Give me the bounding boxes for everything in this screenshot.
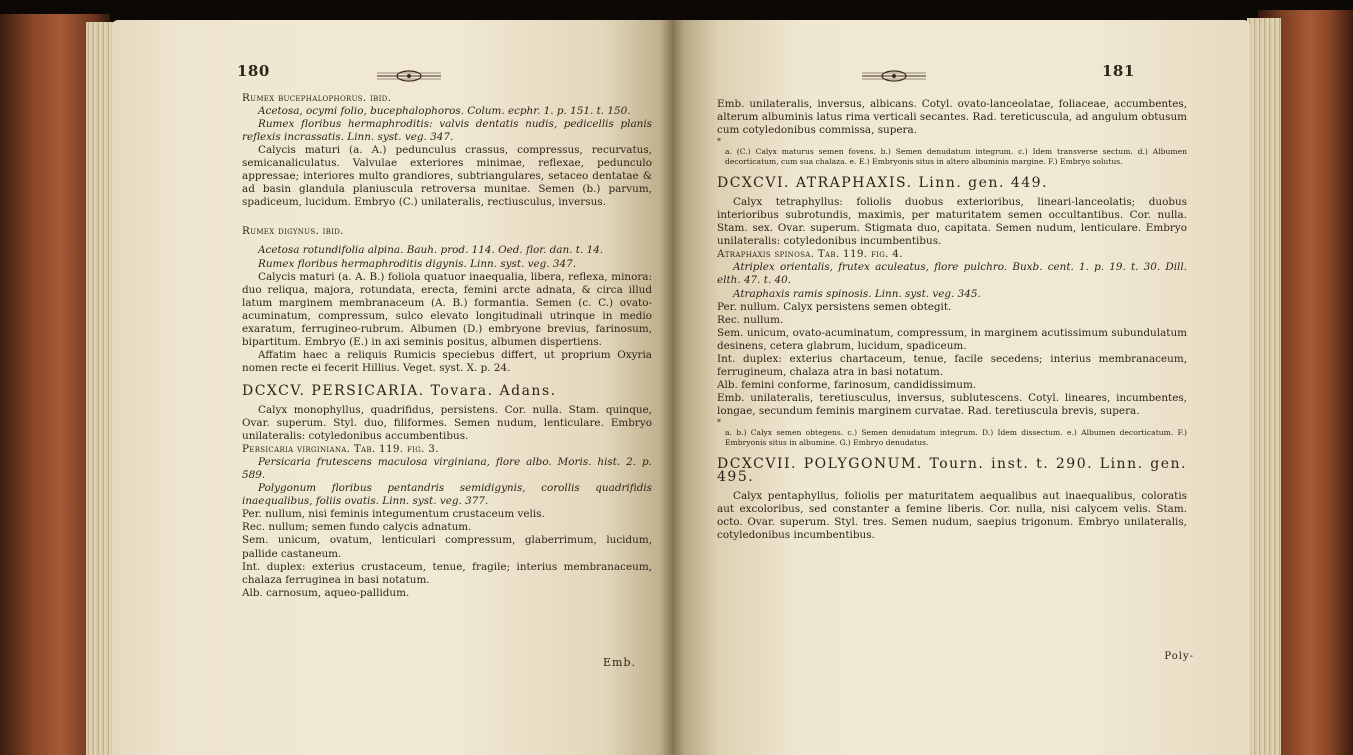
- character-line: Alb. femini conforme, farinosum, candidissimum.: [717, 378, 977, 391]
- left-page-header: [112, 62, 672, 86]
- synonym-line: Rumex floribus hermaphroditis digynis. Linn. syst. veg. 347.: [258, 257, 577, 270]
- genus-description: Calyx monophyllus, quadrifidus, persistens. Cor. nulla. Stam. quinque, Ovar. superum. Styl. duo, filiformes. Semen nudum, lenticulare. Embryo unilateralis: cotyledonibus accumbentibus.: [242, 403, 652, 443]
- character-line: Rec. nullum; semen fundo calycis adnatum.: [242, 521, 472, 534]
- description-paragraph: Calycis maturi (a. A. B.) foliola quatuor inaequalia, libera, reflexa, minora: duo reliqua, majora, rotundata, erecta, femini arcte adnata, & circa illud latum marginem membranaceum (A. B.) formantia. Semen (c. C.) ovato-acuminatum, compressum, sulco elevato longitudinali utrinque in medio exaratum, ferrugineo-rubrum. Albumen (D.) embryone brevius, farinosum, bipartitum. Embryo (E.) in axi seminis positus, albumen dispertiens.: [242, 270, 652, 348]
- genus-heading: DCXCVI. ATRAPHAXIS. Linn. gen. 449.: [717, 175, 1049, 192]
- genus-heading: DCXCV. PERSICARIA. Tovara. Adans.: [242, 382, 557, 399]
- character-line: Per. nullum, nisi feminis integumentum crustaceum velis.: [242, 508, 545, 521]
- book-gutter: [660, 20, 684, 755]
- asterisk-icon: *: [717, 137, 721, 147]
- header-ornament-icon: [862, 70, 926, 82]
- character-line: Rec. nullum.: [717, 313, 784, 326]
- species-heading: Atraphaxis spinosa. Tab. 119. fig. 4.: [717, 248, 903, 261]
- character-line: Emb. unilateralis, teretiusculus, inversus, sublutescens. Cotyl. lineares, incumbentes, longae, secundum feminis marginem curvatae. Rad. teretiuscula brevis, supera.: [717, 391, 1187, 417]
- synonym-line: Atraphaxis ramis spinosis. Linn. syst. veg. 345.: [733, 287, 981, 300]
- left-page-number: 180: [237, 62, 270, 80]
- left-page: [112, 20, 672, 755]
- description-paragraph: Calycis maturi (a. A.) pedunculus crassus, compressus, recurvatus, semicanaliculatus. Valvulae exteriores minimae, reflexae, pedunculo appressae; interiores multo grandiores, subtriangulares, setaceo dentatae & ad basin glandula planiuscula retroversa munitae. Semen (b.) parvum, spadiceum, lucidum. Embryo (C.) unilateralis, rectiusculus, inversus.: [242, 144, 652, 209]
- character-line: Int. duplex: exterius crustaceum, tenue, fragile; interius membranaceum, chalaza ferruginea in basi notatum.: [242, 560, 652, 586]
- character-line: Sem. unicum, ovato-acuminatum, compressum, in marginem acutissimum subundulatum desinens, cetera glabrum, lucidum, spadiceum.: [717, 326, 1187, 352]
- catchword: Emb.: [603, 656, 636, 669]
- right-text-column: [717, 98, 1187, 542]
- species-heading: Persicaria virginiana. Tab. 119. fig. 3.: [242, 443, 439, 456]
- character-line: Alb. carnosum, aqueo-pallidum.: [242, 586, 410, 599]
- header-ornament-icon: [377, 70, 441, 82]
- synonym-line: Polygonum floribus pentandris semidigynis, corollis quadrifidis inaequalibus, foliis ovatis. Linn. syst. veg. 377.: [242, 482, 652, 508]
- asterisk-icon: *: [717, 417, 721, 427]
- figure-explanation: a. (C.) Calyx maturus semen fovens. b.) Semen denudatum integrum. c.) Idem transverse sectum. d.) Albumen decorticatum, cum sua chalaza. e. E.) Embryonis situs in altero albuminis margine. F.) Embryo solutus.: [725, 147, 1187, 167]
- character-line: Int. duplex: exterius chartaceum, tenue, facile secedens; interius membranaceum, ferrugineum, chalaza atra in basi notatum.: [717, 352, 1187, 378]
- genus-heading: DCXCVII. POLYGONUM. Tourn. inst. t. 290. Linn. gen. 495.: [717, 455, 1187, 486]
- right-page: [672, 20, 1250, 755]
- right-page-header: [672, 62, 1250, 86]
- remark-paragraph: Affatim haec a reliquis Rumicis speciebus differt, ut proprium Oxyria nomen recte ei fecerit Hillius. Veget. syst. X. p. 24.: [242, 348, 652, 374]
- catchword: Poly-: [1164, 651, 1194, 662]
- synonym-line: Persicaria frutescens maculosa virginiana, flore albo. Moris. hist. 2. p. 589.: [242, 456, 652, 482]
- species-heading: Rumex digynus. ibid.: [242, 225, 344, 238]
- right-page-edges: [1247, 18, 1281, 755]
- character-line: Sem. unicum, ovatum, lenticulari compressum, glaberrimum, lucidum, pallide castaneum.: [242, 534, 652, 560]
- genus-description: Calyx pentaphyllus, foliolis per maturitatem aequalibus aut inaequalibus, coloratis aut excoloribus, sed constanter a femine liberis. Cor. nulla, nisi calycem velis. Stam. octo. Ovar. superum. Styl. tres. Semen nudum, saepius trigonum. Embryo unilateralis, cotyledonibus incumbentibus.: [717, 490, 1187, 542]
- genus-description: Calyx tetraphyllus: foliolis duobus exterioribus, lineari-lanceolatis; duobus interioribus subrotundis, maximis, per maturitatem semen occultantibus. Cor. nulla. Stam. sex. Ovar. superum. Stigmata duo, capitata. Semen nudum, lenticulare. Embryo unilateralis: cotyledonibus incumbentibus.: [717, 196, 1187, 248]
- left-text-column: [242, 92, 652, 600]
- character-line: Per. nullum. Calyx persistens semen obtegit.: [717, 300, 952, 313]
- right-page-number: 181: [1102, 62, 1135, 80]
- synonym-line: Rumex floribus hermaphroditis: valvis dentatis nudis, pedicellis planis reflexis incrassatis. Linn. syst. veg. 347.: [242, 118, 652, 144]
- figure-explanation: a. b.) Calyx semen obtegens. c.) Semen denudatum integrum. D.) Idem dissectum. e.) Albumen decorticatum. F.) Embryonis situs in albumine. G.) Embryo denudatus.: [725, 427, 1187, 447]
- species-heading: Rumex bucephalophorus. ibid.: [242, 92, 392, 104]
- character-line: Emb. unilateralis, inversus, albicans. Cotyl. ovato-lanceolatae, foliaceae, accumbentes, alterum albuminis latus rima verticali secantes. Rad. tereticuscula, ad angulum obtusum cum cotyledonibus commissa, supera.: [717, 98, 1187, 137]
- synonym-line: Acetosa rotundifolia alpina. Bauh. prod. 114. Oed. flor. dan. t. 14.: [258, 244, 604, 257]
- synonym-line: Acetosa, ocymi folio, bucephalophoros. Colum. ecphr. 1. p. 151. t. 150.: [258, 105, 631, 118]
- synonym-line: Atriplex orientalis, frutex aculeatus, flore pulchro. Buxb. cent. 1. p. 19. t. 30. Dill. elth. 47. t. 40.: [717, 261, 1187, 287]
